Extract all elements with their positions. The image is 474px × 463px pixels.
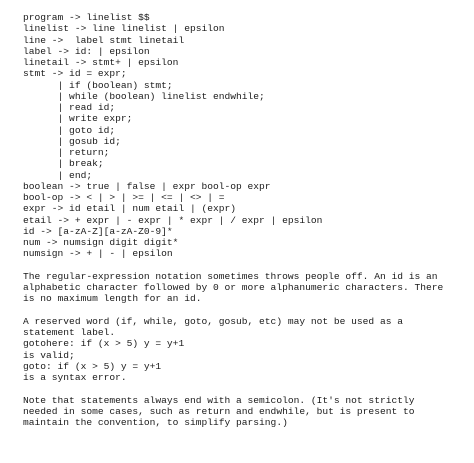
- grammar-line: program -> linelist $$: [23, 12, 150, 23]
- paragraph-line: is a syntax error.: [23, 372, 127, 383]
- blank-line: [23, 260, 469, 271]
- grammar-line: | goto id;: [23, 124, 116, 136]
- semicolon-note-paragraph: [23, 395, 469, 429]
- paragraph-line: alphabetic character followed by 0 or more alphanumeric characters. There: [23, 282, 444, 293]
- grammar-line: | return;: [23, 147, 110, 158]
- grammar-line: expr -> id etail | num etail | (expr): [23, 203, 237, 215]
- grammar-line: | while (boolean) linelist endwhile;: [23, 90, 265, 102]
- blank-line: [23, 305, 469, 316]
- blank-line: [23, 383, 469, 394]
- grammar-line: line -> label stmt linetail: [23, 34, 185, 46]
- regex-note-paragraph: [23, 271, 469, 305]
- document-body: [23, 12, 469, 428]
- grammar-line: | read id;: [23, 102, 116, 113]
- grammar-line: | break;: [23, 158, 104, 170]
- grammar-line: label -> id: | epsilon: [23, 45, 150, 57]
- grammar-line: num -> numsign digit digit*: [23, 237, 179, 248]
- paragraph-line: needed in some cases, such as return and endwhile, but is present to: [23, 405, 415, 417]
- paragraph-line: statement label.: [23, 327, 116, 338]
- grammar-line: etail -> + expr | - expr | * expr | / expr | epsilon: [23, 214, 323, 226]
- grammar-line: | write expr;: [23, 113, 133, 125]
- paragraph-line: A reserved word (if, while, goto, gosub, etc) may not be used as a: [23, 315, 403, 327]
- grammar-line: numsign -> + | - | epsilon: [23, 248, 173, 260]
- code-example-line: goto: if (x > 5) y = y+1: [23, 360, 162, 372]
- grammar-block: [23, 12, 469, 260]
- grammar-line: bool-op -> < | > | >= | <= | <> | =: [23, 192, 225, 203]
- code-example-line: gotohere: if (x > 5) y = y+1: [23, 338, 185, 350]
- paragraph-line: maintain the convention, to simplify parsing.): [23, 417, 288, 428]
- grammar-line: | if (boolean) stmt;: [23, 79, 173, 91]
- grammar-line: linelist -> line linelist | epsilon: [23, 23, 225, 35]
- paragraph-line: is no maximum length for an id.: [23, 293, 202, 305]
- paragraph-line: Note that statements always end with a semicolon. (It's not strictly: [23, 394, 415, 406]
- grammar-line: boolean -> true | false | expr bool-op expr: [23, 180, 271, 192]
- grammar-line: linetail -> stmt+ | epsilon: [23, 57, 179, 68]
- grammar-line: | end;: [23, 169, 93, 181]
- grammar-line: id -> [a-zA-Z][a-zA-Z0-9]*: [23, 225, 173, 237]
- grammar-line: | gosub id;: [23, 135, 121, 147]
- reserved-word-note-paragraph: [23, 316, 469, 384]
- grammar-line: stmt -> id = expr;: [23, 68, 127, 80]
- paragraph-line: The regular-expression notation sometimes throws people off. An id is an: [23, 270, 438, 282]
- paragraph-line: is valid;: [23, 349, 75, 361]
